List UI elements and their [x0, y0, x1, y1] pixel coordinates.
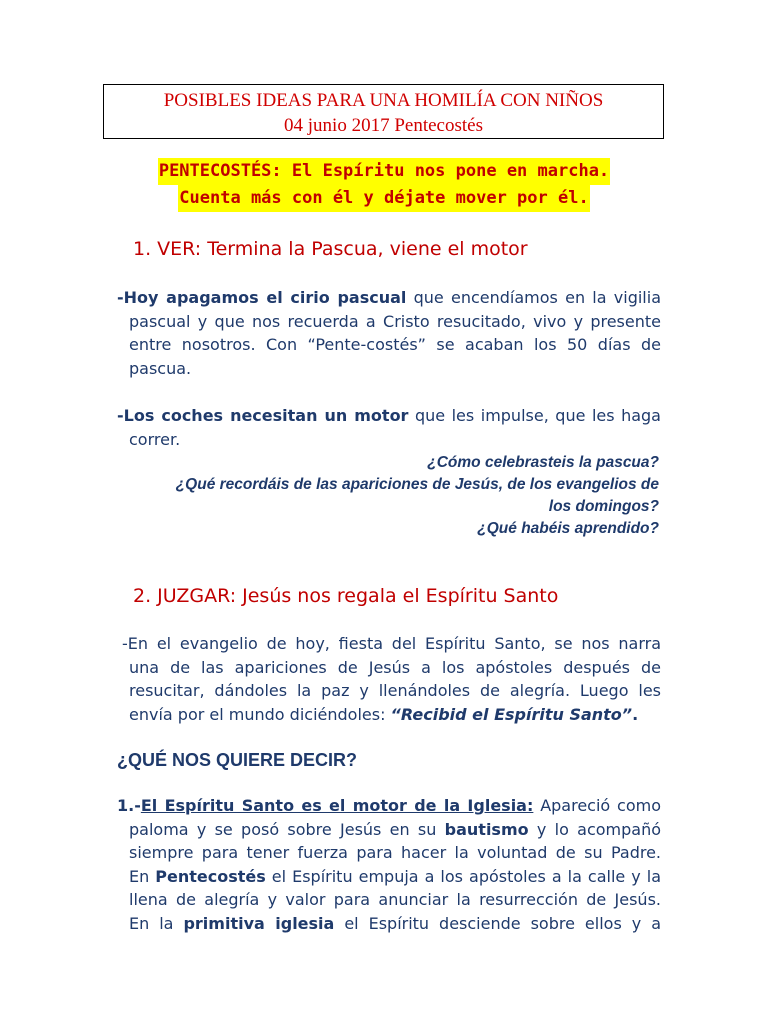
question: ¿Cómo celebrasteis la pascua?: [427, 454, 659, 471]
text-line: llena de alegría y valor para anunciar la resurrección de Jesús.: [129, 890, 661, 909]
bold-term: Pentecostés: [155, 866, 266, 886]
text-line: pascual y que nos recuerda a Cristo resucitado, vivo y presente: [129, 311, 661, 331]
text-run: el Espíritu empuja a los apóstoles a la calle y la: [265, 866, 662, 886]
bold-term: bautismo: [444, 819, 529, 839]
text-line: correr.: [129, 429, 181, 449]
text-run: En la: [129, 913, 184, 933]
text-run: que encendíamos en la vigilia: [406, 288, 661, 307]
section-3-title: ¿QUÉ NOS QUIERE DECIR?: [117, 750, 358, 770]
question: los domingos?: [548, 498, 659, 515]
section-2-paragraph: [117, 632, 661, 726]
title-box: [103, 84, 664, 139]
highlight-line-2: Cuenta más con él y déjate mover por él.: [178, 185, 589, 212]
text-line: pascua.: [129, 358, 192, 378]
section-2-title: 2. JUZGAR: Jesús nos regala el Espíritu Santo: [133, 585, 559, 607]
bold-lead: -Hoy apagamos el cirio pascual: [117, 288, 407, 307]
text-run: y lo acompañó: [528, 819, 662, 839]
text-run: envía por el mundo diciéndoles:: [129, 704, 391, 724]
document-title: POSIBLES IDEAS PARA UNA HOMILÍA CON NIÑOS: [163, 90, 604, 111]
section-1-paragraph-2: [117, 404, 661, 451]
document-date: 04 junio 2017 Pentecostés: [284, 115, 483, 136]
text-run: Apareció como: [533, 796, 661, 815]
section-3-paragraph: [117, 794, 661, 935]
text-run: .: [632, 704, 639, 724]
question: ¿Qué habéis aprendido?: [477, 520, 659, 537]
question: ¿Qué recordáis de las apariciones de Jesús, de los evangelios de: [175, 476, 659, 493]
reflection-questions: [110, 452, 659, 540]
list-number: 1.-: [117, 796, 141, 815]
text-line: resucitar, dándoles la paz y llenándoles de alegría. Luego les: [129, 681, 661, 700]
text-run: que les impulse, que les haga: [408, 406, 661, 425]
bold-term: primitiva iglesia: [183, 913, 335, 933]
text-run: paloma y se posó sobre Jesús en su: [129, 819, 445, 839]
text-line: entre nosotros. Con “Pente-costés” se acaban los 50 días de: [129, 335, 661, 354]
text-line: una de las apariciones de Jesús a los apóstoles después de: [129, 657, 661, 677]
quote-text: “Recibid el Espíritu Santo”: [390, 704, 633, 724]
text-line: siempre para tener fuerza para hacer la voluntad de su Padre.: [129, 843, 661, 862]
text-line: -En el evangelio de hoy, fiesta del Espíritu Santo, se nos narra: [122, 634, 661, 653]
section-1-title: 1. VER: Termina la Pascua, viene el motor: [133, 238, 528, 260]
highlight-block: [0, 158, 768, 212]
text-run: En: [129, 866, 156, 886]
bold-lead: El Espíritu Santo es el motor de la Iglesia:: [140, 796, 534, 815]
bold-lead: -Los coches necesitan un motor: [117, 406, 409, 425]
section-1-paragraph-1: [117, 286, 661, 380]
highlight-line-1: PENTECOSTÉS: El Espíritu nos pone en marcha.: [158, 158, 610, 185]
text-run: el Espíritu desciende sobre ellos y a: [334, 913, 661, 933]
